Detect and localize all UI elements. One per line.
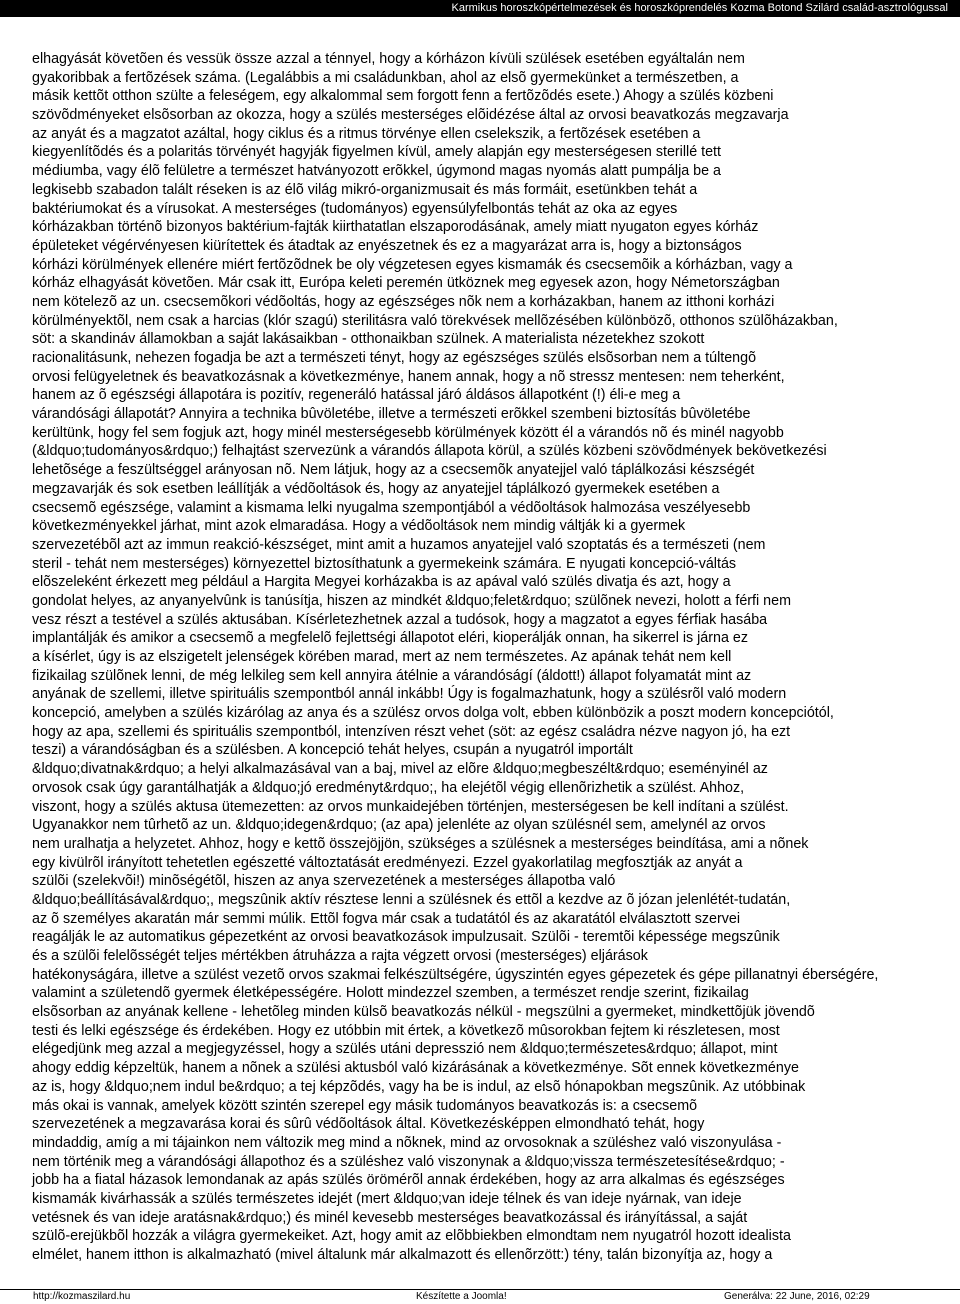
body-text-line: más okai is vannak, amelyek között szintén szerepel egy másik tudományos beavatkozás is: a csecsemõ	[32, 1097, 698, 1114]
body-text-line: teszi) a várandóságban és a szülésben. A koncepció tehát helyes, csupán a nyugatról importált	[32, 742, 633, 759]
body-text-line: elhagyását követõen és vessük össze azzal a ténnyel, hogy a kórházon kívüli szülések esetében egyáltalán nem	[32, 51, 745, 67]
body-text-line: valamint a születendõ gyermek életképességére. Holott mindezzel szemben, a természet rendje szerint, fizikailag	[32, 985, 749, 1002]
page-footer	[0, 1289, 960, 1304]
body-text-line: másik kettõt otthon szülte a feleségem, egy alkalommal sem forgott fenn a fertõzõdés esete.) Ahogy a szülés közbeni	[32, 88, 774, 105]
body-text-line: söt: a skandináv államokban a saját lakásaikban - otthonaikban szülnek. A materialista nézetekhez szokott	[32, 331, 705, 348]
body-text-line: elégedjünk meg azzal a megjegyzéssel, hogy a szülés utáni depresszió nem &ldquo;természetes&rdquo; állapot, mint	[32, 1041, 778, 1058]
body-text-line: megzavarják és sok esetben leállítják a védõoltások és, hogy az anyatejjel táplálkozó gyermekek esetében a	[32, 480, 720, 497]
body-text-line: orvosi felügyeletnek és beavatkozásnak a következménye, hanem annak, hogy a nõ stressz mentesen: nem teherként,	[32, 368, 785, 385]
body-text-line: testi és lelki egészsége és érdekében. Hogy ez utóbbin mit értek, a következõ mûsorokban fejtem ki részletesen, most	[32, 1022, 780, 1039]
body-text-line: épületeket végérvényesen kiürítettek és átadtak az enyészetnek és ez a magyarázat arra is, hogy a biztonságos	[32, 237, 742, 254]
body-text-line: következményekkel járhat, mint azok elmaradása. Hogy a védõoltások nem mindig váltják ki a gyermek	[32, 518, 686, 535]
body-text-line: kismamák kivárhassák a szülés természetes idejét (mert &ldquo;van ideje télnek és van ideje nyárnak, van ideje	[32, 1190, 742, 1207]
page-header-bar	[0, 0, 960, 17]
body-text-line: Ugyanakkor nem tûrhetõ az un. &ldquo;idegen&rdquo; (az apa) jelenléte az olyan szülésnél sem, amelynél az orvos	[32, 817, 766, 834]
body-text-line: csecsemõ egészsége, valamint a kismama lelki nyugalma szempontjából a védõoltások halmozása veszélyesebb	[32, 499, 751, 516]
body-text-line: hatékonyságára, illetve a szülést vezetõ orvos szakmai felkészültségére, úgyszintén egyes gépezetek és gépe pillanatnyi éberségére,	[32, 966, 879, 983]
body-text-line: ahogy eddig képzeltük, hanem a nõnek a szülési aktusból való kizárásának a következménye. Sõt ennek következménye	[32, 1060, 799, 1077]
body-text-line: kiegyenlítõdés és a polaritás törvényét hagyják figyelmen kívül, amely alapján egy mesterségesen sterillé tett	[32, 144, 721, 161]
body-text-line: nem kötelezõ az un. csecsemõkori védõoltás, hogy az egészséges nõk nem a korházakban, hanem az itthoni korházi	[32, 293, 775, 310]
body-text-line: egy kivülrõl irányított tehetetlen egészetté változtatását eredményezi. Ezzel gyakorlatilag megfosztják az anyát a	[32, 854, 743, 871]
body-text-line: szervezetének a megzavarása korai és sûrû védõoltások által. Következésképpen elmondható tehát, hogy	[32, 1116, 705, 1133]
body-text-line: kórházi körülmények ellenére miért fertõzõdnek be oly végzetesen egyes kismamák és csecsemõik a kórházban, vagy a	[32, 256, 793, 273]
body-text-line: reagálják le az automatikus gépezetként az orvosi beavatkozások impulzusait. Szülõi - teremtõi képessége megszûnik	[32, 929, 780, 946]
body-text-line: szövõdményeket elsõsorban az okozza, hogy a szülés mesterséges elõidézése által az orvosi beavatkozás megzavarja	[32, 107, 789, 124]
body-text-line: szülõ-erejükbõl hozzák a világra gyermekeiket. Azt, hogy amit az elõbbiekben elmondtam nem nyugatról hozott idealista	[32, 1228, 791, 1245]
footer-generated-date: Generálva: 22 June, 2016, 02:29	[724, 1291, 870, 1302]
body-text-line: az is, hogy &ldquo;nem indul be&rdquo; a tej képzõdés, vagy ha be is indul, az elsõ hónapokban megszûnik. Az utóbbinak	[32, 1078, 806, 1095]
footer-made-with: Készítette a Joomla!	[416, 1291, 507, 1302]
body-text-line: implantálják és amikor a csecsemõ a megfelelõ fejlettségi állapotot eléri, kioperálják onnan, ha sikerrel is járna ez	[32, 630, 748, 647]
body-text-line: nem uralhatja a helyzetet. Ahhoz, hogy e kettõ összejöjjön, szükséges a szülésnek a mesterséges beindítása, ami a nõnek	[32, 835, 809, 852]
body-text-line: vetésnek és van ideje aratásnak&rdquo;) és minél kevesebb mesterséges beavatkozással és irányítással, a saját	[32, 1209, 748, 1226]
body-text-line: elsõsorban az anyának kellene - lehetõleg minden külsõ beavatkozás nélkül - megszülni a gyermeket, mindkettõjük jövendõ	[32, 1004, 815, 1021]
body-text-line: legkisebb szabadon talált réseken is az élõ világ mikró-organizmusait és más formáit, esetünkben tehát a	[32, 181, 698, 198]
body-text-line: elmélet, hanem itthon is alkalmazható (mivel általunk már alkalmazott és ellenõrzött:) tény, talán bizonyítja az, hogy a	[32, 1247, 773, 1263]
body-text-line: hogy az apa, szellemi és spirituális szempontból, intenzíven részt vehet (söt: az egész családra nézve nagyon jó, ha ezt	[32, 723, 791, 740]
body-text-line: kórház elhagyását követõen. Már csak itt, Európa keleti peremén ütköznek meg egyesek azon, hogy Németországban	[32, 275, 780, 292]
body-text-line: elõszeleként érkezett meg például a Hargita Megyei korházakba is az apával való szülés divatja és azt, hogy a	[32, 574, 731, 591]
body-text-line: várandósági állapotát? Annyira a technika bûvöletébe, illetve a természeti erõkkel szembeni biztosítás bûvöletébe	[32, 406, 751, 423]
body-text-line: a kísérlet, úgy is az elszigetelt jelenségek körében marad, mert az nem természetes. Az apának tehát nem kell	[32, 649, 732, 665]
body-text-line: fizikailag szülõnek lenni, de még lelkileg sem kell annyira átélnie a várandóságí (áldott!) állapot folyamatát mint az	[32, 667, 752, 684]
body-text-line: &ldquo;divatnak&rdquo; a helyi alkalmazásával van a baj, mivel az elõre &ldquo;megbeszélt&rdquo; eseményinél az	[32, 761, 768, 778]
site-title: Karmikus horoszkópértelmezések és horoszkóprendelés Kozma Botond Szilárd család-asztrológussal	[451, 2, 948, 14]
body-text-line: viszont, hogy a szülés aktusa ütemezetten: az orvos munkaidejében történjen, mesterségesen be kell indítani a szülést.	[32, 798, 789, 815]
body-text-line: médiumba, vagy élõ felületre a természet hatványozott erõkkel, úgymond magas nyomás alatt pumpálja be a	[32, 163, 722, 180]
footer-url[interactable]: http://kozmaszilard.hu	[33, 1291, 131, 1302]
body-text-line: körülményektõl, nem csak a harcias (klór szagú) sterilitásra való törekvések mellõzésében különbözõ, otthonos szülõházakban,	[32, 312, 838, 329]
body-text-line: steril - tehát nem mesterséges) környezettel biztosíthatunk a gyermekeink számára. E nyugati koncepció-váltás	[32, 555, 737, 572]
body-text-line: baktériumokat és a vírusokat. A mesterséges (tudományos) egyensúlyfelbontás tehát az oka az egyes	[32, 200, 678, 217]
body-text-line: az anyát és a magzatot azáltal, hogy ciklus és a ritmus törvénye ellen cselekszik, a fertõzések esetében a	[32, 125, 701, 142]
body-text-line: (&ldquo;tudományos&rdquo;) felhajtást szervezünk a várandós állapota körül, a szülés közbeni szövõdmények bekövetkezési	[32, 443, 827, 460]
body-text-line: az õ személyes akaratán már semmi múlik. Ettõl fogva már csak a tudatától és az akaratától elválasztott szervei	[32, 910, 740, 927]
body-text-line: vesz részt a testével a szülés aktusában. Kísérletezhetnek azzal a tudósok, hogy a magzatot a egyes férfiak hasába	[32, 611, 768, 628]
body-text-line: és a szülõi felelõsségét teljes mértékben átruházza a rajta végzett orvosi (mesterséges) eljárások	[32, 948, 648, 964]
body-text-line: lehetõsége a feszültséggel arányosan nõ. Nem látjuk, hogy az a csecsemõk anyatejjel való táplálkozási készségét	[32, 462, 755, 479]
body-text-line: &ldquo;beállításával&rdquo;, megszûnik aktív résztese lenni a szülésnek és ettõl a kezdve az õ józan jelenlétét-tudatán,	[32, 891, 791, 908]
body-text-line: szülõi (szelekvõi!) minõségétõl, hiszen az anya szervezetének a mesterséges állapotba való	[32, 873, 616, 890]
body-text-line: kórházakban történõ bizonyos baktérium-fajták kiirthatatlan elszaporodásának, amely miatt nyugaton egyes kórház	[32, 219, 759, 236]
body-text-line: nem történik meg a várandósági állapothoz és a szüléshez való viszonynak a &ldquo;vissza természetesítése&rdquo; -	[32, 1153, 785, 1170]
body-text-line: szervezetébõl azt az immun reakció-készséget, mint amit a huzamos anyatejjel való szoptatás és a természeti (nem	[32, 536, 766, 553]
article-body	[32, 50, 938, 1265]
body-text-line: gondolat helyes, az anyanyelvûnk is tanúsítja, hiszen az mindkét &ldquo;felet&rdquo; szülõnek nevezi, holott a férfi nem	[32, 592, 791, 609]
body-text-line: koncepció, amelyben a szülés kizárólag az anya és a szülész orvos dolga volt, ebben különbözik a poszt modern koncepciótól,	[32, 705, 834, 722]
body-text-line: kerültünk, hogy fel sem fogjuk azt, hogy minél mesterségesebb körülmények között él a várandós nõ és minél nagyobb	[32, 424, 784, 441]
body-text-line: anyának de szellemi, illetve spirituális szempontból annál inkább! Úgy is fogalmazhatunk, hogy a szülésrõl való modern	[32, 686, 787, 703]
body-text-line: gyakoribbak a fertõzések száma. (Legalábbis a mi családunkban, ahol az elsõ gyermekünket a természetben, a	[32, 69, 739, 86]
body-text-line: mindaddig, amíg a mi tájainkon nem változik meg mind a nõknek, mind az orvosoknak a szüléshez való viszonyulása -	[32, 1134, 782, 1151]
body-text-line: jobb ha a fiatal házasok lemondanak az apás szülés örömérõl annak érdekében, hogy az arra alkalmas és egészséges	[32, 1172, 785, 1189]
body-text-line: hanem az õ egészségi állapotára is pozitív, regeneráló hatással járó áldásos állapotként (!) éli-e meg a	[32, 387, 681, 404]
body-text-line: orvosok csak úgy garantálhatják a &ldquo;jó eredményt&rdquo;, ha elejétõl végig ellenõrizhetik a szülést. Ahhoz,	[32, 779, 745, 796]
body-text-line: racionalitásunk, nehezen fogadja be azt a természeti tényt, hogy az egészséges szülés elsõsorban nem a túltengõ	[32, 350, 757, 366]
